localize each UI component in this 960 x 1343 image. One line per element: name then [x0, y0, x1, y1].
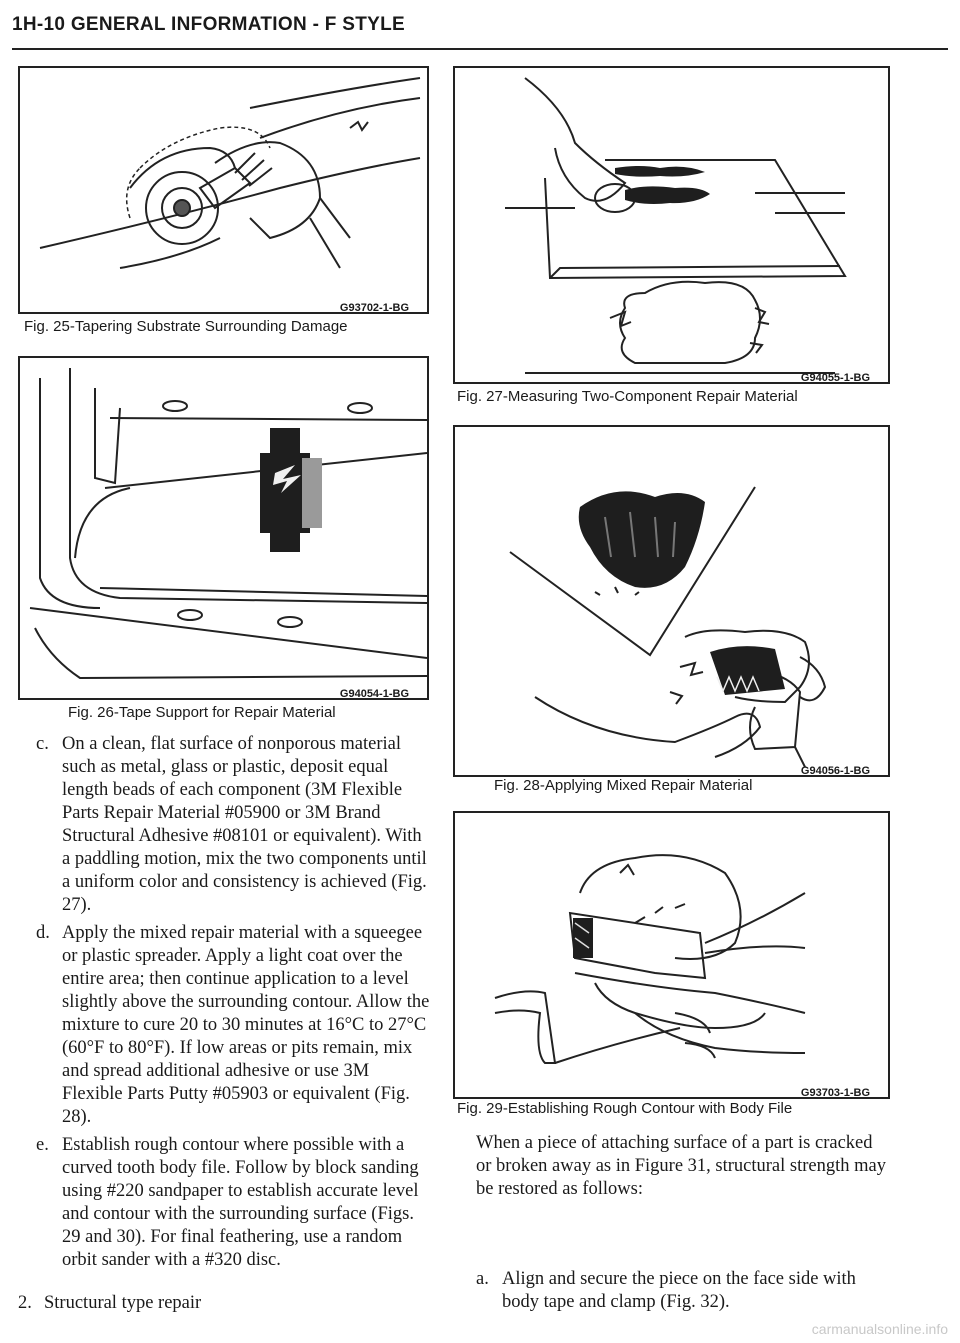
figure-28	[453, 425, 890, 777]
figure-26-code: G94054-1-BG	[339, 688, 409, 700]
step-e	[36, 1134, 434, 1272]
header-rule	[12, 48, 948, 50]
step-c-text: On a clean, flat surface of nonporous material such as metal, glass or plastic, deposit equal length beads of each component (3M Flexible Parts Repair Material #05900 or 3M Brand Structural Adhesive #08101 or equivalent). With a paddling motion, mix the two components until a uniform color and consistency is achieved (Fig. 27).	[62, 734, 427, 915]
figure-27	[453, 66, 890, 384]
step-e-text: Establish rough contour where possible with a curved tooth body file. Follow by block sanding using #220 sandpaper to establish accurate level and contour with the surrounding surface (Figs. 29 and 30). For final feathering, use a random orbit sander with a #320 disc.	[62, 1135, 419, 1270]
step-a-text: Align and secure the piece on the face side with body tape and clamp (Fig. 32).	[502, 1269, 856, 1312]
figure-25-code: G93702-1-BG	[339, 302, 409, 314]
figure-28-code: G94056-1-BG	[800, 765, 870, 777]
figure-29-code: G93703-1-BG	[800, 1087, 870, 1099]
figure-25-illustration	[20, 68, 427, 312]
figure-27-illustration	[455, 68, 888, 382]
figure-27-caption: Fig. 27-Measuring Two-Component Repair Material	[457, 388, 798, 405]
figure-28-illustration	[455, 427, 888, 775]
step-d-label: d.	[36, 923, 50, 943]
figure-26-illustration	[20, 358, 427, 698]
figure-26	[18, 356, 429, 700]
step-a-label: a.	[476, 1269, 489, 1289]
figure-29-caption: Fig. 29-Establishing Rough Contour with Body File	[457, 1100, 793, 1117]
figure-25	[18, 66, 429, 314]
step-c	[36, 733, 434, 917]
figure-25-caption: Fig. 25-Tapering Substrate Surrounding Damage	[24, 318, 348, 335]
watermark: carmanualsonline.info	[811, 1321, 948, 1337]
step-d	[36, 922, 434, 1129]
step-c-label: c.	[36, 734, 49, 754]
structural-intro: When a piece of attaching surface of a part is cracked or broken away as in Figure 31, structural strength may be restored as follows:	[476, 1133, 886, 1199]
figure-28-caption: Fig. 28-Applying Mixed Repair Material	[494, 777, 753, 794]
step-e-label: e.	[36, 1135, 49, 1155]
step-d-text: Apply the mixed repair material with a squeegee or plastic spreader. Apply a light coat over the entire area; then continue application to a level slightly above the surrounding contour. Allow the mixture to cure 20 to 30 minutes at 16°C to 27°C (60°F to 80°F). If low areas or pits remain, mix and spread additional adhesive or use 3M Flexible Parts Putty #05903 or equivalent (Fig. 28).	[62, 923, 430, 1127]
figure-29	[453, 811, 890, 1099]
section-2-text: Structural type repair	[44, 1293, 202, 1313]
section-2-label: 2.	[18, 1293, 32, 1313]
section-2	[18, 1292, 428, 1315]
figure-29-illustration	[455, 813, 888, 1097]
figure-27-code: G94055-1-BG	[800, 372, 870, 384]
figure-26-caption: Fig. 26-Tape Support for Repair Material	[68, 704, 336, 721]
page-header: 1H-10 GENERAL INFORMATION - F STYLE	[12, 14, 405, 35]
step-a	[476, 1268, 876, 1314]
